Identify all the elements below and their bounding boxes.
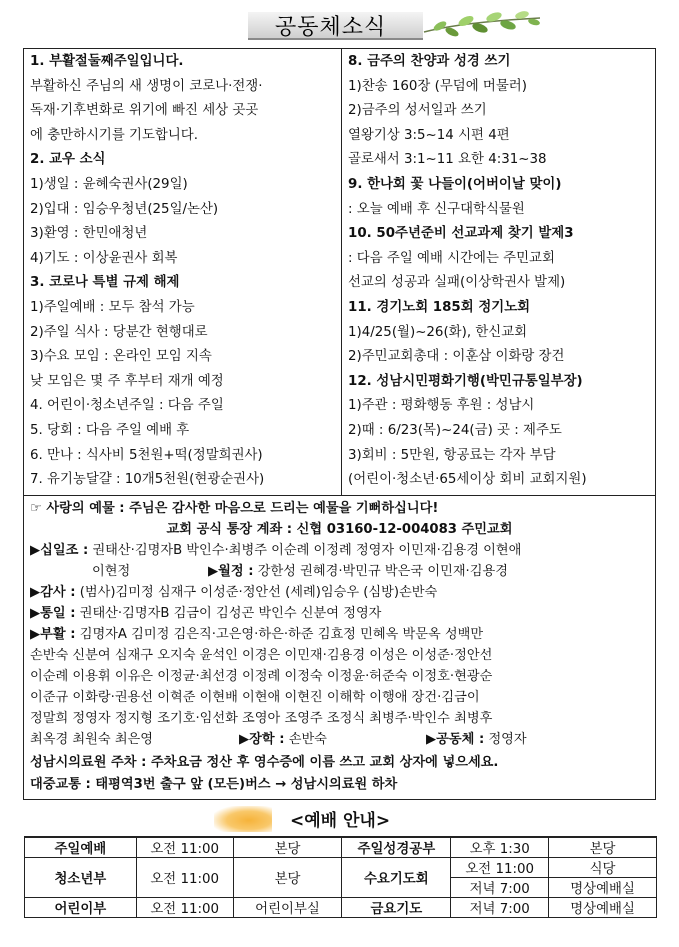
thanks-line [30,583,437,603]
community-label: ▶공동체 : [426,732,485,747]
news-line: : 다음 주일 예배 시간에는 주민교회 [348,250,555,266]
news-line: 3)수요 모임 : 온라인 모임 지속 [30,349,212,365]
news-line: 7. 유기농달걀 : 10개5천원(현광순권사) [30,472,265,488]
news-line: 부활하신 주님의 새 생명이 코로나·전쟁· [30,78,263,94]
service-place: 어린이부실 [233,898,342,918]
service-name: 청소년부 [25,858,137,898]
monthly-names: 강한성 권혜경·박민규 박은국 이민재·김용경 [257,564,508,579]
section-divider [24,495,655,496]
scholarship-names: 손반숙 [288,732,327,747]
news-line: 5. 당회 : 다음 주일 예배 후 [30,423,190,438]
service-time: 오전 11:00 [451,858,549,878]
community-names: 정영자 [488,732,527,747]
easter-names: 김명자A 김미정 김은직·고은영·하은·하준 김효정 민혜옥 박문옥 성백만 [79,627,484,642]
easter-names-3: 이순례 이용휘 이유은 이정균·최선경 이정례 이정숙 이정윤·허준숙 이정호·현광순 [30,669,493,684]
tithe-names: 권태산·김명자B 박인수·최병주 이순례 이정례 정영자 이민재·김용경 이현애 [92,543,522,558]
easter-line [30,625,483,645]
offering-intro: ☞ 사랑의 예물 : 주님은 감사한 마음으로 드리는 예물을 기뻐하십니다! [30,501,439,516]
tithe-names-cont: 이현정 [92,564,131,579]
community-line [426,730,527,750]
news-line: 1)4/25(월)~26(화), 한신교회 [348,324,528,340]
news-line: 8. 금주의 찬양과 성경 쓰기 [348,54,511,69]
easter-names-4: 이준규 이화랑·권용선 이혁준 이현배 이현애 이현진 이해학 이행애 장건·김금이 [30,690,480,705]
thanks-label: ▶감사 : [30,585,76,600]
easter-names-2: 손반숙 신분여 심재구 오지숙 윤석인 이경은 이민재·김용경 이성은 이성준·정안선 [30,648,493,663]
table-row [25,898,657,918]
easter-names-5: 정말희 정영자 정지형 조기호·임선화 조영아 조영주 조정식 최병주·박인수 최병후 [30,711,493,726]
news-line: 4. 어린이·청소년주일 : 다음 주일 [30,398,224,414]
service-time: 저녁 7:00 [451,898,549,918]
unity-label: ▶통일 : [30,606,76,621]
unity-line [30,604,381,624]
news-line: 2)입대 : 임승우청년(25일/논산) [30,201,219,217]
table-row [25,858,657,878]
leaf-branch-icon [422,8,542,40]
scholarship-line [239,730,327,750]
service-time: 저녁 7:00 [451,878,549,898]
service-name: 어린이부 [25,898,137,918]
news-line: 2. 교우 소식 [30,152,106,168]
service-table [24,836,657,918]
news-line: 2)때 : 6/23(목)~24(금) 곳 : 제주도 [348,423,562,438]
news-line: 골로새서 3:1~11 요한 4:31~38 [348,152,547,168]
news-line: 1. 부활절둘째주일입니다. [30,54,184,69]
news-line: 선교의 성공과 실패(이상학권사 발제) [348,275,566,291]
news-line: 1)주관 : 평화행동 후원 : 성남시 [348,398,535,414]
sun-glow-icon [214,806,272,832]
service-title: <예배 안내> [290,811,391,831]
news-line: 3)환영 : 한민애청년 [30,226,148,242]
news-line: 10. 50주년준비 선교과제 찾기 발제3 [348,226,574,242]
service-time: 오전 11:00 [136,837,233,858]
news-line: 2)주민교회총대 : 이훈삼 이화랑 장건 [348,349,565,365]
news-line: 6. 만나 : 식사비 5천원+떡(정말희권사) [30,447,263,463]
news-line: 1)찬송 160장 (무덤에 머물러) [348,78,527,94]
service-name: 주일예배 [25,837,137,858]
news-line: 12. 성남시민평화기행(박민규통일부장) [348,373,583,389]
unity-names: 권태산·김명자B 김금이 김성곤 박인수 신분여 정영자 [79,606,382,621]
service-time: 오후 1:30 [451,837,549,858]
news-line: 4)기도 : 이상윤권사 회복 [30,250,178,266]
service-name: 수요기도회 [342,858,451,898]
news-line: (어린이·청소년·65세이상 회비 교회지원) [348,472,587,488]
newsletter-header [0,0,679,46]
news-line: 1)주일예배 : 모두 참석 가능 [30,300,195,315]
news-line: : 오늘 예배 후 신구대학식물원 [348,201,525,217]
monthly-line [208,562,508,582]
news-line: 3. 코로나 특별 규제 해제 [30,275,180,291]
news-line: 독재·기후변화로 위기에 빠진 세상 곳곳 [30,103,259,119]
left-column [24,49,342,495]
service-place: 식당 [549,858,657,878]
table-row [25,837,657,858]
easter-names-6: 최옥경 최원숙 최은영 [30,732,154,747]
service-place: 본당 [549,837,657,858]
bank-account: 교회 공식 통장 계좌 : 신협 03160-12-004083 주민교회 [166,522,513,537]
easter-label: ▶부활 : [30,627,76,642]
parking-notice: 성남시의료원 주차 : 주차요금 정산 후 영수증에 이름 쓰고 교회 상자에 넣으세요. [30,755,499,770]
service-place: 본당 [233,837,342,858]
news-line: 2)금주의 성서일과 쓰기 [348,103,487,119]
scholarship-label: ▶장학 : [239,732,285,747]
service-time: 오전 11:00 [136,898,233,918]
tithe-label: ▶십일조 : [30,543,89,558]
service-place: 명상예배실 [549,878,657,898]
service-name: 주일성경공부 [342,837,451,858]
page-title: 공동체소식 [275,15,387,40]
right-column [342,49,655,495]
monthly-label: ▶월정 : [208,564,254,579]
news-line: 낮 모임은 몇 주 후부터 재개 예정 [30,373,224,389]
news-line: 3)회비 : 5만원, 항공료는 각자 부담 [348,447,556,463]
thanks-names: (범사)김미정 심재구 이성준·정안선 (세례)임승우 (심방)손반숙 [79,585,438,600]
news-frame [23,48,656,800]
transit-notice: 대중교통 : 태평역3번 출구 앞 (모든)버스 → 성남시의료원 하차 [30,777,398,792]
service-place: 명상예배실 [549,898,657,918]
service-place: 본당 [233,858,342,898]
news-line: 열왕기상 3:5~14 시편 4편 [348,127,510,143]
news-line: 9. 한나회 꽃 나들이(어버이날 맞이) [348,177,562,192]
service-name: 금요기도 [342,898,451,918]
news-line: 에 충만하시기를 기도합니다. [30,127,198,143]
service-time: 오전 11:00 [136,858,233,898]
news-line: 1)생일 : 윤혜숙권사(29일) [30,177,188,192]
tithe-line [30,541,521,561]
news-line: 11. 경기노회 185회 정기노회 [348,300,531,315]
news-line: 2)주일 식사 : 당분간 현행대로 [30,324,208,340]
